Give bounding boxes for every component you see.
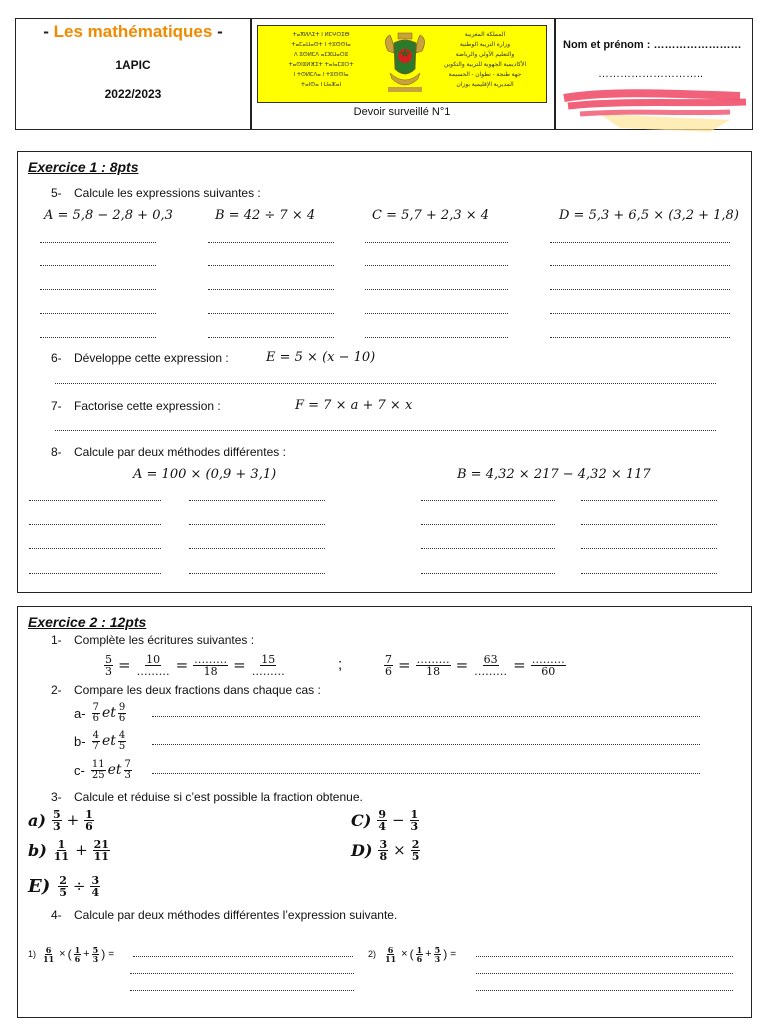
compare-item-c: c- $\frac{11}{25}$ et $\frac{7}{3}$ (74, 758, 131, 781)
answer-line[interactable] (40, 289, 156, 290)
name-label: Nom et prénom : …………………… (563, 39, 742, 51)
fraction: $\frac{4}{7}$ (92, 729, 99, 752)
title-dash-left: - (43, 22, 49, 41)
title-text: Les mathématiques (53, 22, 213, 41)
q3-item-b: b) $\frac{1}{11}$ + $\frac{21}{11}$ (28, 837, 109, 863)
answer-line[interactable] (550, 313, 730, 314)
fraction: $\frac{7}{3}$ (124, 758, 131, 781)
q4-answer-line[interactable] (133, 956, 353, 957)
answer-line[interactable] (581, 524, 717, 525)
header-divider-1 (250, 18, 252, 130)
q6-text: Développe cette expression : (74, 351, 229, 365)
fraction: $\frac{10}{\dots\dots\dots}$ (136, 652, 170, 678)
answer-line[interactable] (189, 524, 325, 525)
answer-line[interactable] (29, 500, 161, 501)
ex2-q3-number: 3- (51, 790, 62, 804)
fraction: $\frac{9}{4}$ (378, 807, 386, 833)
arabic-text-block: المملكة المغربية وزارة التربية الوطنية والتعليم الأولي والرياضة الأكاديمية الجهوية للتربية والتكوين جهة طنجة - تطوان - الحسيمة المديرية الإقليمية بوزان (443, 32, 527, 88)
answer-line[interactable] (421, 500, 555, 501)
q3-item-a: a) $\frac{5}{3}$ + $\frac{1}{6}$ (28, 807, 93, 833)
q1-separator: ; (338, 656, 343, 673)
answer-line[interactable] (29, 548, 161, 549)
answer-line[interactable] (29, 524, 161, 525)
compare-item-a: a- $\frac{7}{6}$ et $\frac{9}{6}$ (74, 701, 126, 724)
q4-answer-line[interactable] (476, 956, 733, 957)
answer-line[interactable] (550, 337, 730, 338)
answer-line[interactable] (581, 573, 717, 574)
q4-answer-line[interactable] (130, 990, 354, 991)
subject-title (20, 22, 246, 42)
answer-line[interactable] (365, 242, 508, 243)
answer-line[interactable] (208, 313, 334, 314)
expr-q8-b: B = 4,32 × 217 − 4,32 × 117 (457, 467, 651, 482)
answer-line[interactable] (40, 313, 156, 314)
fraction: $\frac{2}{5}$ (411, 837, 420, 863)
q4-answer-line[interactable] (130, 973, 354, 974)
ministry-banner (257, 25, 547, 103)
fraction: $\frac{5}{3}$ (105, 652, 112, 678)
answer-line[interactable] (40, 242, 156, 243)
exercise-2-title: Exercice 2 : 12pts (28, 614, 147, 630)
title-dash-right: - (217, 22, 223, 41)
q5-number: 5- (51, 186, 62, 200)
q4-method-2: 2) $\frac{6}{11}$ × ( $\frac{1}{6}$ + $\frac{5}{3}$ ) = (368, 944, 457, 964)
answer-line[interactable] (208, 265, 334, 266)
answer-line[interactable] (208, 289, 334, 290)
year-label: 2022/2023 (104, 87, 162, 101)
fraction: $\frac{2}{5}$ (59, 873, 67, 899)
expr-f: F = 7 × a + 7 × x (295, 398, 413, 413)
fraction: $\frac{7}{6}$ (92, 701, 99, 724)
name-dots: ……………………….. (598, 68, 704, 80)
compare-answer-line[interactable] (152, 716, 700, 717)
q7-answer-line[interactable] (55, 430, 716, 431)
ex2-q2-text: Compare les deux fractions dans chaque cas : (74, 683, 321, 697)
answer-line[interactable] (208, 337, 334, 338)
answer-line[interactable] (365, 337, 508, 338)
answer-line[interactable] (189, 573, 325, 574)
fraction: $\frac{9}{6}$ (118, 701, 126, 724)
expr-a: A = 5,8 − 2,8 + 0,3 (44, 208, 173, 223)
fraction: $\frac{5}{3}$ (52, 807, 61, 833)
fraction: $\frac{11}{25}$ (91, 758, 105, 781)
answer-line[interactable] (189, 500, 325, 501)
ex2-q4-text: Calcule par deux méthodes différentes l’expression suivante. (74, 908, 398, 922)
answer-line[interactable] (365, 265, 508, 266)
coat-of-arms-icon (382, 29, 428, 97)
q4-answer-line[interactable] (476, 973, 733, 974)
level-label: 1APIC (115, 58, 151, 72)
ex2-q1-number: 1- (51, 633, 62, 647)
ex2-q4-number: 4- (51, 908, 62, 922)
ex2-q1-text: Complète les écritures suivantes : (74, 633, 255, 647)
answer-line[interactable] (365, 289, 508, 290)
q3-item-e: E) $\frac{2}{5}$ ÷ $\frac{3}{4}$ (28, 873, 100, 899)
answer-line[interactable] (421, 524, 555, 525)
header-divider-2 (554, 18, 556, 130)
q3-item-d: D) $\frac{3}{8}$ × $\frac{2}{5}$ (351, 837, 420, 863)
fraction: $\frac{15}{\dots\dots\dots}$ (251, 652, 285, 678)
q4-method-1: 1) $\frac{6}{11}$ × ( $\frac{1}{6}$ + $\frac{5}{3}$ ) = (28, 944, 115, 964)
q7-text: Factorise cette expression : (74, 399, 221, 413)
answer-line[interactable] (29, 573, 161, 574)
compare-answer-line[interactable] (152, 773, 700, 774)
q4-answer-line[interactable] (476, 990, 733, 991)
fraction: $\frac{1}{6}$ (85, 807, 93, 833)
compare-item-b: b- $\frac{4}{7}$ et $\frac{4}{5}$ (74, 729, 126, 752)
answer-line[interactable] (550, 289, 730, 290)
q6-answer-line[interactable] (55, 383, 716, 384)
fraction: $\frac{21}{11}$ (93, 837, 109, 863)
tifinagh-text-block: ⵜⴰⴳⵍⴷⵉⵜ ⵏ ⵍⵎⵖⵔⵉⴱ ⵜⴰⵎⴰⵡⴰⵙⵜ ⵏ ⵜⵓⵙⵙⵏⴰ ⴷ ⵓⵙⵍⵎⴷ ⴰⵎⵣⵡⴰⵔⵓ ⵜⴰⵙⵏⵓⵍⴼⵉⵜ ⵜⴰⵏⴰⵎⵓⵔⵜ ⵏ ⵜⵙⵍⵎⴷⴰ ⵏ ⵜⵓⵙⵙⵏⴰ ⵜⴰⵏⵙⴰ ⵏ ⵡⴰⵣⴰⵏ (288, 32, 354, 88)
answer-line[interactable] (550, 242, 730, 243)
answer-line[interactable] (581, 500, 717, 501)
expr-q8-a: A = 100 × (0,9 + 3,1) (133, 467, 277, 482)
redaction-mark (560, 88, 760, 134)
expr-c: C = 5,7 + 2,3 × 4 (372, 208, 490, 223)
q5-text: Calcule les expressions suivantes : (74, 186, 261, 200)
fraction: $\frac{\dots\dots\dots}{18}$ (416, 652, 450, 678)
fraction: $\frac{4}{5}$ (118, 729, 126, 752)
q7-number: 7- (51, 399, 62, 413)
q3-item-c: C) $\frac{9}{4}$ − $\frac{1}{3}$ (351, 807, 419, 833)
answer-line[interactable] (365, 313, 508, 314)
fraction: $\frac{3}{8}$ (379, 837, 388, 863)
fraction: $\frac{63}{\dots\dots\dots}$ (474, 652, 508, 678)
exam-title: Devoir surveillé N°1 (353, 106, 451, 118)
fraction: $\frac{7}{6}$ (385, 652, 392, 678)
q8-number: 8- (51, 445, 62, 459)
answer-line[interactable] (581, 548, 717, 549)
answer-line[interactable] (421, 573, 555, 574)
q8-text: Calcule par deux méthodes différentes : (74, 445, 286, 459)
answer-line[interactable] (189, 548, 325, 549)
compare-answer-line[interactable] (152, 744, 700, 745)
answer-line[interactable] (208, 242, 334, 243)
expr-e: E = 5 × (x − 10) (266, 350, 376, 365)
q1-equality-2: $\frac{7}{6}$ = $\frac{\dots\dots\dots}{18}$ = $\frac{63}{\dots\dots\dots}$ = $\frac{\dots\dots\dots}{60}$ (385, 652, 565, 678)
fraction: $\frac{1}{11}$ (53, 837, 70, 863)
answer-line[interactable] (40, 337, 156, 338)
fraction: $\frac{\dots\dots\dots}{60}$ (531, 652, 565, 678)
expr-d: D = 5,3 + 6,5 × (3,2 + 1,8) (559, 208, 739, 223)
q6-number: 6- (51, 351, 62, 365)
expr-b: B = 42 ÷ 7 × 4 (215, 208, 316, 223)
answer-line[interactable] (550, 265, 730, 266)
ex2-q2-number: 2- (51, 683, 62, 697)
answer-line[interactable] (40, 265, 156, 266)
q1-equality-1: $\frac{5}{3}$ = $\frac{10}{\dots\dots\dots}$ = $\frac{\dots\dots\dots}{18}$ = $\frac{15}{\dots\dots\dots}$ (105, 652, 285, 678)
exercise-1-title: Exercice 1 : 8pts (28, 159, 139, 175)
answer-line[interactable] (421, 548, 555, 549)
fraction: $\frac{1}{3}$ (410, 807, 419, 833)
fraction: $\frac{3}{4}$ (91, 873, 100, 899)
ex2-q3-text: Calcule et réduise si c’est possible la fraction obtenue. (74, 790, 363, 804)
fraction: $\frac{\dots\dots\dots}{18}$ (194, 652, 228, 678)
